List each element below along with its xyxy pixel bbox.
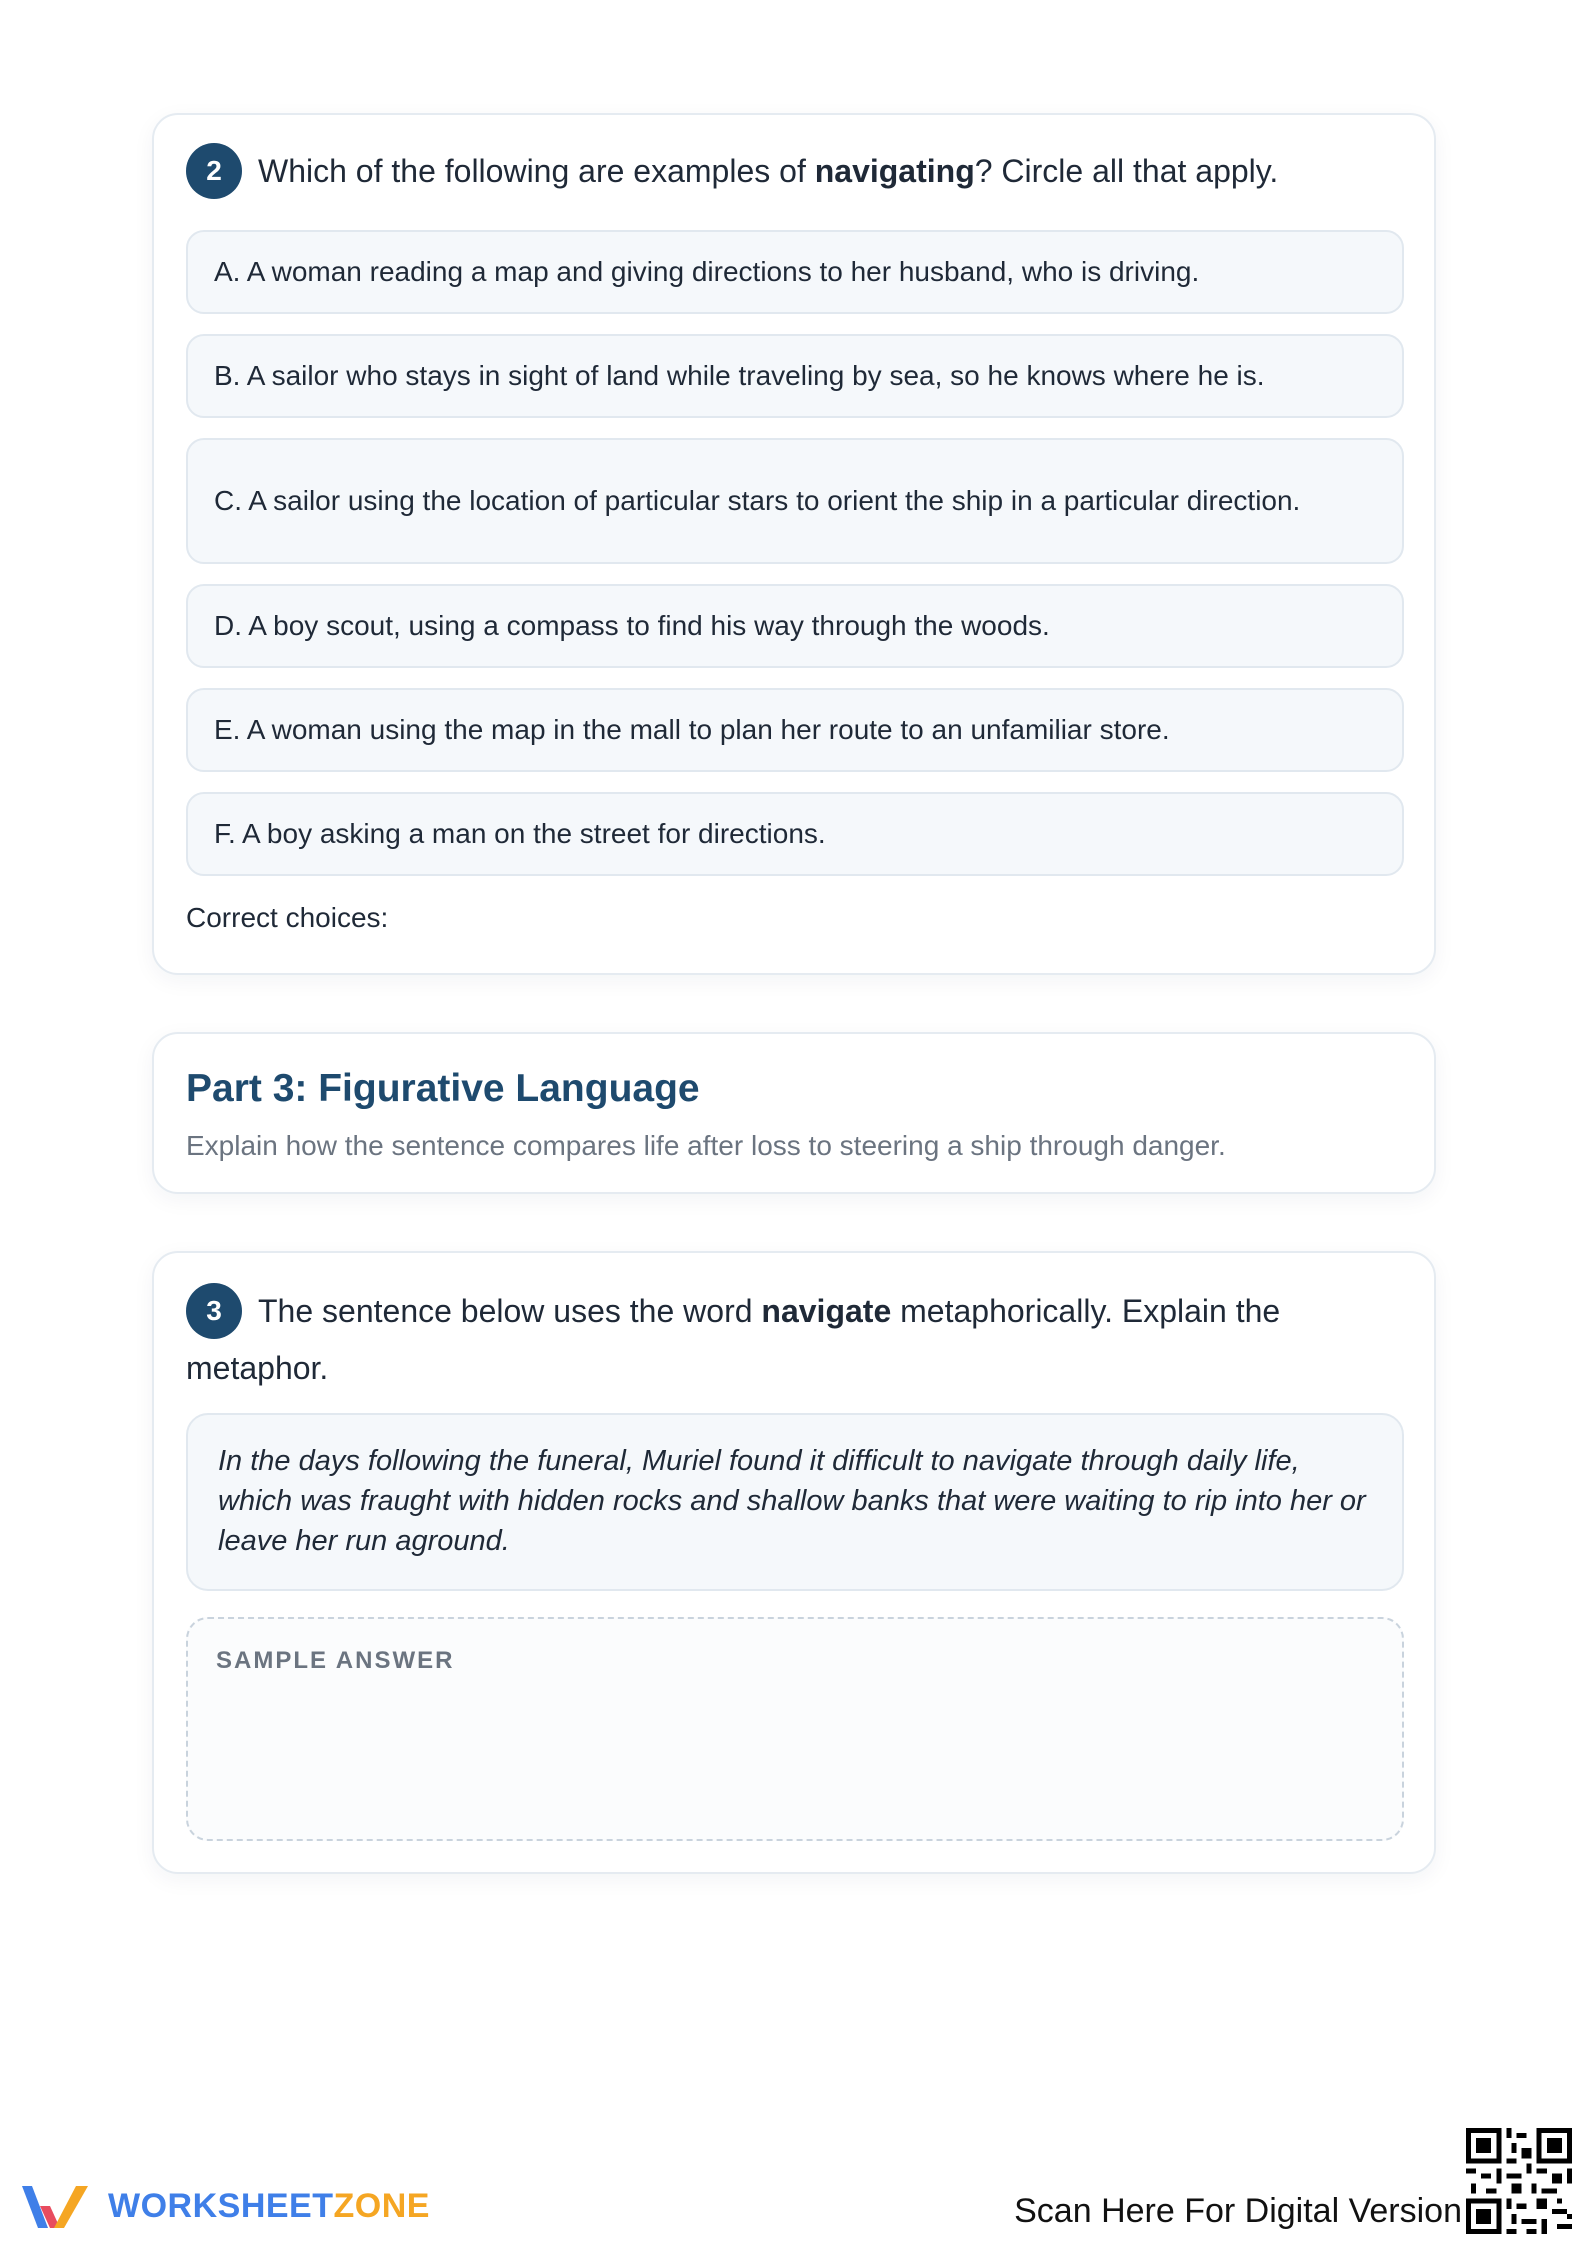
- prompt-text-end: metaphorically. Explain the metaphor.: [186, 1293, 1281, 1386]
- scan-here-text: Scan Here For Digital Version: [1014, 2192, 1462, 2230]
- prompt-keyword: navigating: [814, 153, 975, 189]
- option-c[interactable]: C. A sailor using the location of particular stars to orient the ship in a particular direction.: [186, 438, 1404, 564]
- quote-box: [186, 1413, 1404, 1591]
- prompt-keyword: navigate: [761, 1293, 892, 1329]
- part-title: Part 3: Figurative Language: [186, 1067, 700, 1110]
- option-d[interactable]: D. A boy scout, using a compass to find his way through the woods.: [186, 584, 1404, 668]
- option-e[interactable]: E. A woman using the map in the mall to plan her route to an unfamiliar store.: [186, 688, 1404, 772]
- option-a[interactable]: A. A woman reading a map and giving directions to her husband, who is driving.: [186, 230, 1404, 314]
- part-3-card: [152, 1032, 1436, 1194]
- prompt-text: The sentence below uses the word: [258, 1293, 762, 1329]
- answer-area[interactable]: [186, 1617, 1404, 1841]
- quote-text: In the days following the funeral, Muriel found it difficult to navigate through daily life, which was fraught with hidden rocks and shallow banks that were waiting to rip into her or leave her run aground.: [218, 1445, 1366, 1557]
- correct-choices-label: Correct choices:: [186, 902, 389, 933]
- part-subtitle: Explain how the sentence compares life after loss to steering a ship through danger.: [186, 1130, 1226, 1161]
- question-3-card: [152, 1251, 1436, 1874]
- answer-label: SAMPLE ANSWER: [216, 1647, 455, 1674]
- worksheetzone-logo[interactable]: [18, 2178, 430, 2234]
- qr-code-icon[interactable]: [1466, 2128, 1572, 2234]
- question-2-prompt: [186, 145, 1402, 202]
- question-2-card: [152, 113, 1436, 975]
- question-number-badge: 3: [186, 1283, 242, 1339]
- question-number-badge: 2: [186, 143, 242, 199]
- logo-mark-icon: [18, 2178, 98, 2234]
- prompt-text: Which of the following are examples of: [258, 153, 815, 189]
- question-3-prompt: [186, 1285, 1402, 1394]
- prompt-text-end: ? Circle all that apply.: [974, 153, 1279, 189]
- logo-wordmark: WORKSHEETZONE: [108, 2186, 430, 2225]
- option-f[interactable]: F. A boy asking a man on the street for directions.: [186, 792, 1404, 876]
- option-b[interactable]: B. A sailor who stays in sight of land while traveling by sea, so he knows where he is.: [186, 334, 1404, 418]
